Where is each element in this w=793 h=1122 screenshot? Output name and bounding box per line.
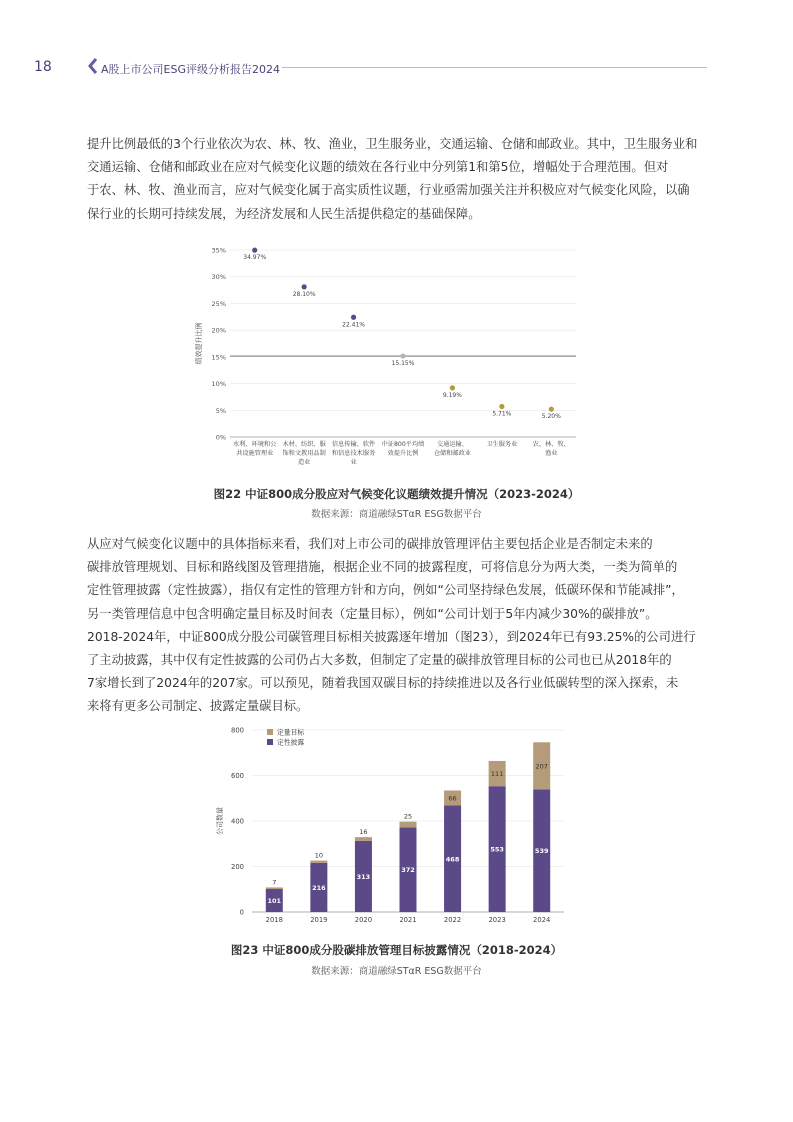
legend-label: 定量目标 bbox=[277, 728, 305, 737]
figure23-source: 数据来源：商道融绿STαR ESG数据平台 bbox=[311, 966, 482, 977]
x-tick-label: 2018 bbox=[265, 916, 283, 924]
y-tick-label: 35% bbox=[211, 246, 226, 255]
figure22-source: 数据来源：商道融绿STαR ESG数据平台 bbox=[311, 509, 482, 520]
y-tick-label: 10% bbox=[211, 380, 226, 389]
figure23-stacked-bar-chart bbox=[210, 722, 580, 932]
bar-quantitative bbox=[310, 861, 327, 863]
paragraph-line: 另一类管理信息中包含明确定量目标及时间表（定量目标），例如“公司计划于5年内减少30%的碳排放”。 bbox=[87, 606, 658, 621]
legend-swatch bbox=[267, 729, 273, 735]
header-divider bbox=[282, 67, 707, 68]
y-tick-label: 0 bbox=[239, 908, 244, 917]
figure22-caption: 图22 中证800成分股应对气候变化议题绩效提升情况（2023-2024） bbox=[213, 487, 580, 501]
data-label: 9.19% bbox=[442, 391, 462, 399]
x-tick-label: 2021 bbox=[399, 916, 417, 924]
paragraph-line: 7家增长到了2024年的207家。可以预见，随着我国双碳目标的持续推进以及各行业低碳转型的深入探索，未 bbox=[87, 676, 679, 691]
bar-value-label: 207 bbox=[535, 762, 548, 771]
data-point bbox=[252, 248, 257, 253]
data-label: 5.20% bbox=[541, 413, 561, 421]
x-tick-label: 2020 bbox=[354, 916, 373, 924]
paragraph-line: 交通运输、仓储和邮政业在应对气候变化议题的绩效在各行业中分列第1和第5位，增幅处于合理范围。但对 bbox=[87, 160, 669, 175]
legend-label: 定性披露 bbox=[277, 738, 305, 747]
y-tick-label: 600 bbox=[231, 772, 244, 780]
x-category-label: 仓储和邮政业 bbox=[433, 450, 471, 457]
data-point bbox=[302, 284, 307, 289]
figure22-scatter-chart bbox=[188, 240, 588, 470]
paragraph-line: 碳排放管理规划、目标和路线图及管理措施，根据企业不同的披露程度，可将信息分为两大类，一类为简单的 bbox=[87, 560, 678, 575]
bar-value-label: 66 bbox=[448, 794, 457, 803]
y-tick-label: 0% bbox=[215, 433, 226, 442]
paragraph-1 bbox=[87, 133, 709, 226]
data-label: 28.10% bbox=[292, 290, 316, 298]
data-label: 5.71% bbox=[492, 410, 512, 418]
bar-value-label: 10 bbox=[314, 851, 323, 860]
x-category-label: 农、林、牧、 bbox=[532, 441, 570, 448]
data-point bbox=[499, 404, 504, 409]
y-axis-label: 公司数量 bbox=[216, 807, 224, 835]
x-category-label: 卫生服务业 bbox=[486, 441, 518, 448]
x-category-label: 中证800平均绩 bbox=[381, 441, 425, 448]
paragraph-line: 定性管理披露（定性披露），指仅有定性的管理方针和方向，例如“公司坚持绿色发展，低碳环保和节能减排”， bbox=[87, 583, 684, 598]
bar-value-label: 25 bbox=[403, 812, 413, 821]
data-point bbox=[450, 385, 455, 390]
x-category-label: 业 bbox=[350, 459, 357, 466]
x-category-label: 木材、纺织、服 bbox=[282, 441, 326, 448]
paragraph-2 bbox=[87, 533, 709, 719]
y-tick-label: 25% bbox=[211, 299, 226, 308]
y-tick-label: 30% bbox=[211, 273, 226, 282]
y-tick-label: 800 bbox=[231, 726, 244, 735]
report-logo-icon bbox=[88, 58, 98, 74]
x-tick-label: 2022 bbox=[443, 916, 462, 924]
paragraph-line: 2018-2024年，中证800成分股公司碳管理目标相关披露逐年增加（图23），到2024年已有93.25%的公司进行 bbox=[87, 629, 696, 644]
bar-quantitative bbox=[400, 822, 417, 828]
paragraph-line: 于农、林、牧、渔业而言，应对气候变化属于高实质性议题，行业亟需加强关注并积极应对气候变化风险，以确 bbox=[87, 183, 690, 198]
paragraph-line: 来将有更多公司制定、披露定量碳目标。 bbox=[87, 699, 309, 714]
bar-quantitative bbox=[355, 837, 372, 841]
bar-value-label: 553 bbox=[490, 845, 504, 854]
bar-value-label: 101 bbox=[267, 897, 282, 906]
x-category-label: 信息传输、软件 bbox=[331, 441, 376, 448]
x-category-label: 渔业 bbox=[545, 450, 558, 457]
x-category-label: 效提升比例 bbox=[387, 450, 419, 457]
x-category-label: 饰和文教用品制 bbox=[282, 450, 326, 457]
paragraph-line: 从应对气候变化议题中的具体指标来看，我们对上市公司的碳排放管理评估主要包括企业是否制定未来的 bbox=[87, 537, 653, 551]
paragraph-line: 保行业的长期可持续发展，为经济发展和人民生活提供稳定的基础保障。 bbox=[87, 206, 481, 221]
x-category-label: 造业 bbox=[297, 459, 311, 466]
bar-quantitative bbox=[266, 887, 283, 889]
data-point bbox=[351, 315, 356, 320]
x-category-label: 共设施管理业 bbox=[236, 450, 274, 457]
figure23-caption: 图23 中证800成分股碳排放管理目标披露情况（2018-2024） bbox=[230, 943, 563, 957]
bar-value-label: 539 bbox=[534, 847, 549, 856]
x-category-label: 水利、环境和公 bbox=[233, 441, 277, 448]
data-label: 34.97% bbox=[243, 254, 267, 262]
data-point bbox=[400, 353, 405, 358]
x-category-label: 交通运输、 bbox=[436, 441, 468, 448]
y-tick-label: 15% bbox=[211, 353, 226, 362]
bar-value-label: 16 bbox=[359, 828, 368, 837]
y-tick-label: 5% bbox=[215, 406, 226, 415]
y-tick-label: 20% bbox=[211, 326, 226, 335]
y-tick-label: 400 bbox=[231, 817, 244, 826]
bar-value-label: 111 bbox=[490, 770, 504, 779]
data-label: 15.15% bbox=[391, 360, 415, 368]
legend-swatch bbox=[267, 739, 273, 745]
bar-value-label: 313 bbox=[356, 872, 371, 881]
bar-value-label: 7 bbox=[272, 878, 277, 887]
x-tick-label: 2019 bbox=[310, 916, 328, 924]
x-tick-label: 2023 bbox=[488, 916, 506, 924]
x-tick-label: 2024 bbox=[533, 916, 551, 924]
page-number: 18 bbox=[34, 59, 52, 75]
x-category-label: 和信息技术服务 bbox=[331, 450, 376, 457]
bar-value-label: 468 bbox=[445, 855, 460, 864]
data-point bbox=[549, 407, 554, 412]
data-label: 22.41% bbox=[342, 321, 366, 329]
paragraph-line: 了主动披露，其中仅有定性披露的公司仍占大多数，但制定了定量的碳排放管理目标的公司也已从2018年的 bbox=[87, 653, 672, 668]
y-axis-label: 绩效提升比例 bbox=[195, 322, 203, 365]
y-tick-label: 200 bbox=[231, 863, 244, 871]
bar-value-label: 372 bbox=[401, 866, 415, 875]
paragraph-line: 提升比例最低的3个行业依次为农、林、牧、渔业，卫生服务业，交通运输、仓储和邮政业。其中，卫生服务业和 bbox=[87, 137, 698, 151]
header-title: A股上市公司ESG评级分析报告2024 bbox=[101, 63, 280, 76]
bar-value-label: 216 bbox=[312, 883, 326, 892]
